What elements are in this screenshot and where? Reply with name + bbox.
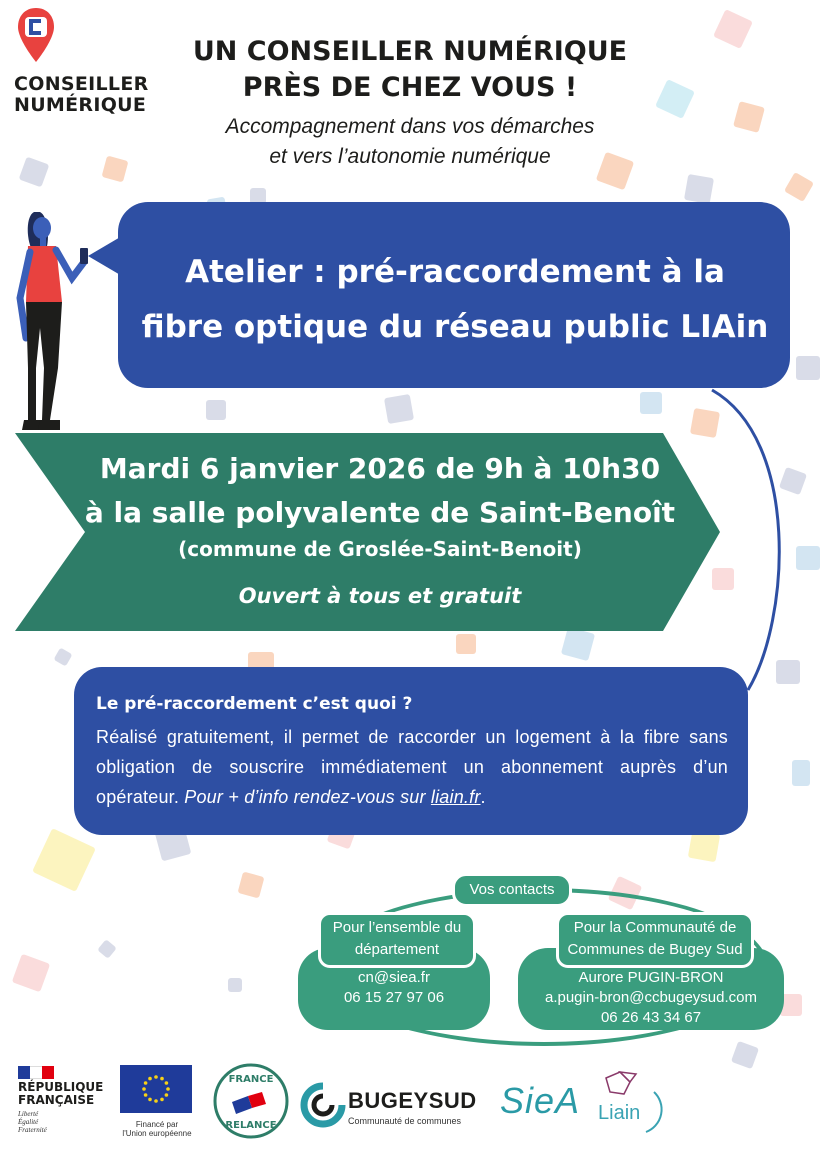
france-relance-logo bbox=[212, 1062, 290, 1140]
bugey-sud-swirl-icon bbox=[300, 1082, 346, 1128]
info-body bbox=[96, 722, 728, 812]
department-label: Pour l’ensemble du département bbox=[318, 912, 476, 968]
svg-text:RELANCE: RELANCE bbox=[225, 1120, 277, 1131]
svg-text:FRANCE: FRANCE bbox=[228, 1074, 274, 1085]
event-date: Mardi 6 janvier 2026 de 9h à 10h30 bbox=[99, 452, 661, 485]
info-more-text: Pour + d’info rendez-vous sur bbox=[184, 787, 426, 807]
french-flag-icon bbox=[18, 1066, 54, 1079]
siea-logo: SieA bbox=[500, 1080, 581, 1121]
workshop-title: Atelier : pré-raccordement à la fibre optique du réseau public LIAin bbox=[141, 254, 769, 345]
eu-flag-icon bbox=[120, 1065, 192, 1113]
info-text: Réalisé gratuitement, il permet de raccorder un logement à la fibre sans obligation de souscrire immédiatement un abonnement auprès d’un opérateur. bbox=[96, 727, 728, 807]
community-email[interactable]: a.pugin-bron@ccbugeysud.com bbox=[544, 989, 757, 1006]
liain-logo-text: Liain bbox=[598, 1102, 641, 1124]
event-price: Ouvert à tous et gratuit bbox=[238, 584, 522, 608]
department-phone[interactable]: 06 15 27 97 06 bbox=[343, 989, 445, 1006]
page-title: UN CONSEILLER NUMÉRIQUE PRÈS DE CHEZ VOUS ! bbox=[192, 36, 628, 103]
bugey-sud-logo: BUGEYSUD Communauté de communes bbox=[300, 1082, 490, 1132]
event-venue: à la salle polyvalente de Saint-Benoît bbox=[84, 496, 676, 529]
woman-phone-illustration bbox=[10, 198, 110, 438]
event-commune: (commune de Groslée-Saint-Benoit) bbox=[178, 537, 582, 561]
eu-funding-logo: Financé par l'Union européenne bbox=[120, 1065, 194, 1138]
liain-link[interactable]: liain.fr bbox=[430, 787, 481, 807]
contacts-heading: Vos contacts bbox=[452, 873, 572, 907]
info-end-dot: . bbox=[480, 787, 486, 807]
conseiller-numerique-logo-text: CONSEILLER NUMÉRIQUE bbox=[14, 73, 149, 116]
republique-francaise-logo: RÉPUBLIQUE FRANÇAISE Liberté Égalité Fraternité bbox=[18, 1066, 103, 1134]
community-phone[interactable]: 06 26 43 34 67 bbox=[600, 1009, 702, 1026]
department-email[interactable]: cn@siea.fr bbox=[358, 969, 430, 986]
community-label: Pour la Communauté de Communes de Bugey Sud bbox=[556, 912, 754, 968]
community-contact-name: Aurore PUGIN-BRON bbox=[578, 969, 724, 986]
page-subtitle: Accompagnement dans vos démarches et vers l’autonomie numérique bbox=[225, 115, 595, 168]
info-question: Le pré-raccordement c’est quoi ? bbox=[96, 694, 413, 714]
